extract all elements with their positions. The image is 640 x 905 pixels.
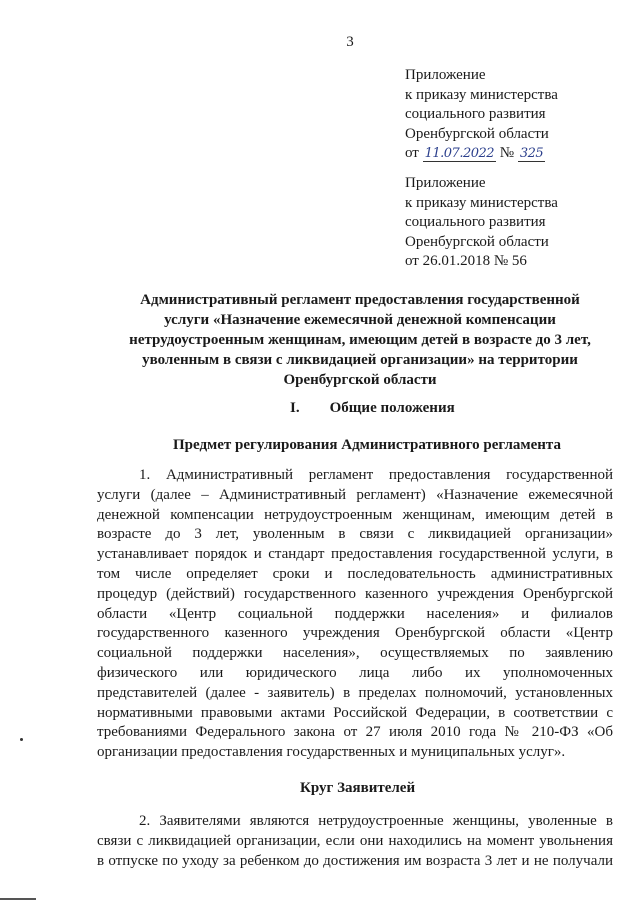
paragraph-line: связи с ликвидацией организации, если они находились на момент увольнения <box>97 832 613 849</box>
paragraph-line: процедур (действий) государственного казенного учреждения Оренбургской <box>97 585 613 602</box>
appendix-line: Оренбургской области <box>405 233 549 250</box>
paragraph-line: организации предоставления государственных и муниципальных услуг». <box>97 744 566 761</box>
appendix-original <box>405 174 558 272</box>
paragraph-1 <box>97 466 613 763</box>
appendix-line: Приложение <box>405 175 486 191</box>
paragraph-2 <box>97 812 613 871</box>
paragraph-line: устанавливает порядок и стандарт предоставления государственной услуги, в <box>97 546 613 563</box>
handwritten-date: 11.07.2022 <box>424 146 495 161</box>
subheading-applicants: Круг Заявителей <box>300 780 416 796</box>
appendix-line: Приложение <box>405 67 486 83</box>
paragraph-line: возрасте до 3 лет, уволенным в связи с ликвидацией организации» <box>97 526 613 543</box>
document-title <box>100 290 620 390</box>
subheading-subject: Предмет регулирования Административного регламента <box>173 437 561 453</box>
title-line: Административный регламент предоставления государственной <box>140 292 580 308</box>
appendix-line: от 26.01.2018 № 56 <box>405 253 527 269</box>
paragraph-line: услуги (далее – Административный регламент) «Назначение ежемесячной <box>97 486 613 503</box>
title-line: Оренбургской области <box>283 372 437 388</box>
paragraph-line: нормативными правовыми актами Российской Федерации, в соответствии с <box>97 704 613 721</box>
title-line: уволенным в связи с ликвидацией организации» на территории <box>142 352 578 368</box>
number-prefix: № <box>499 145 515 161</box>
section-title: Общие положения <box>329 400 455 416</box>
handwritten-number: 325 <box>519 146 544 161</box>
paragraph-line: области «Центр социальной поддержки населения» и филиалов <box>97 605 613 622</box>
appendix-line: социального развития <box>405 214 546 230</box>
paragraph-line: физического или юридического лица либо их уполномоченных <box>97 664 613 681</box>
title-line: услуги «Назначение ежемесячной денежной компенсации <box>164 312 556 328</box>
appendix-line: социального развития <box>405 106 546 122</box>
paragraph-line: том числе определяет сроки и последовательность административных <box>97 565 613 582</box>
section-number: I. <box>290 400 300 416</box>
paragraph-line: 1. Административный регламент предоставления государственной <box>139 467 613 483</box>
margin-dot <box>20 738 23 741</box>
page-number: 3 <box>346 34 354 50</box>
footer-line <box>0 898 36 900</box>
title-line: нетрудоустроенным женщинам, имеющим детей в возрасте до 3 лет, <box>129 332 591 348</box>
date-prefix: от <box>405 145 419 161</box>
appendix-line: к приказу министерства <box>405 86 558 103</box>
section-heading <box>290 400 455 417</box>
appendix-line: к приказу министерства <box>405 194 558 211</box>
appendix-line: Оренбургской области <box>405 125 549 142</box>
paragraph-line: в отпуске по уходу за ребенком до достижения им возраста 3 лет и не получали <box>97 852 613 869</box>
paragraph-line: представителей (далее - заявитель) в пределах полномочий, установленных <box>97 684 613 701</box>
paragraph-line: денежной компенсации нетрудоустроенным женщинам, имеющим детей в <box>97 506 613 523</box>
appendix-current <box>405 66 558 164</box>
paragraph-line: государственного казенного учреждения Оренбургской области «Центр <box>97 625 613 642</box>
paragraph-line: социальной поддержки населения», осуществляемых по заявлению <box>97 645 613 662</box>
paragraph-line: 2. Заявителями являются нетрудоустроенные женщины, уволенные в <box>139 813 613 829</box>
appendix-date-line <box>405 144 558 164</box>
paragraph-line: требованиями Федерального закона от 27 июля 2010 года № 210-ФЗ «Об <box>97 724 613 741</box>
